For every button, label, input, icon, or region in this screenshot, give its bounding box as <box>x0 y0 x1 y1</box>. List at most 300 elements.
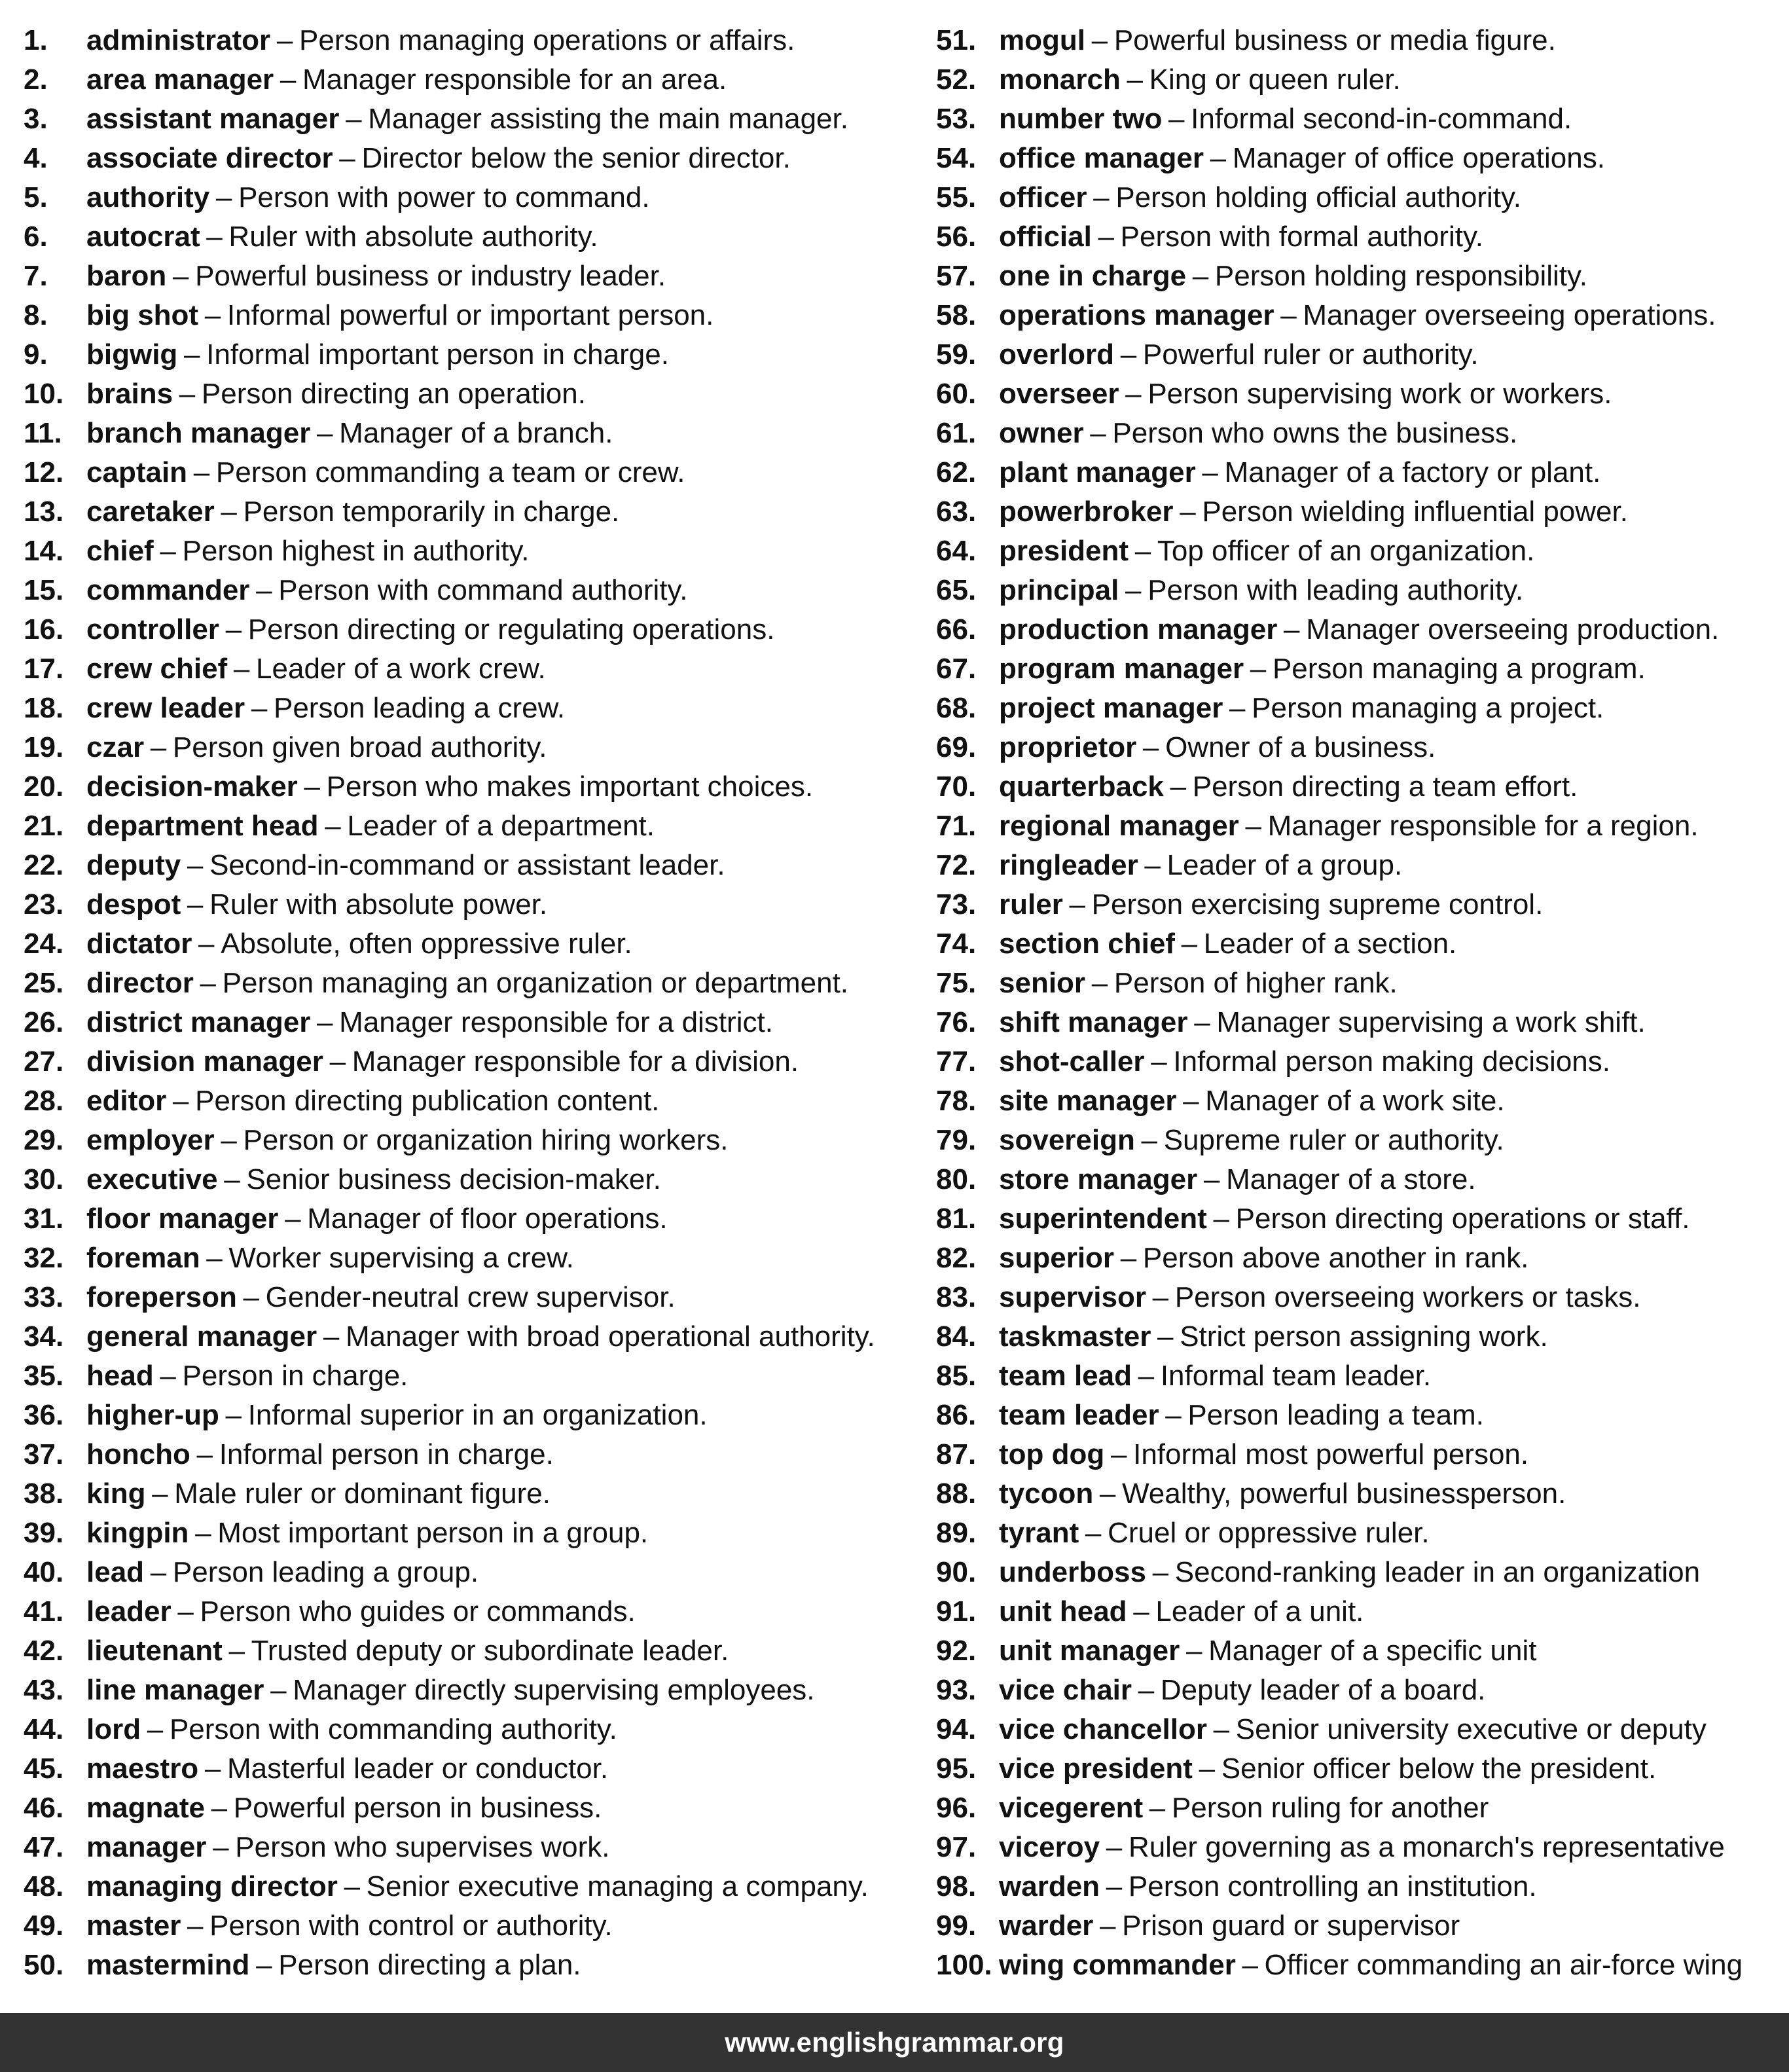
list-item <box>936 846 1780 885</box>
entry-term: executive <box>86 1163 218 1195</box>
entry-text <box>86 1946 581 1985</box>
entry-term: kingpin <box>86 1517 189 1549</box>
list-item <box>936 1828 1780 1867</box>
entry-term: mogul <box>999 24 1085 56</box>
entry-separator: – <box>206 1242 223 1274</box>
entry-text <box>86 1749 608 1789</box>
entry-separator: – <box>1127 64 1143 96</box>
entry-number: 98. <box>936 1870 977 1902</box>
entry-text <box>86 1828 610 1867</box>
entry-definition: Manager of a factory or plant. <box>1224 456 1601 488</box>
list-item <box>24 1631 914 1671</box>
entry-definition: Worker supervising a crew. <box>228 1242 574 1274</box>
entry-separator: – <box>346 103 362 135</box>
entry-text <box>86 1003 773 1042</box>
entry-definition: Person or organization hiring workers. <box>243 1124 729 1156</box>
entry-number: 55. <box>936 181 977 213</box>
entry-text <box>999 296 1716 335</box>
entry-definition: Leader of a unit. <box>1155 1595 1364 1627</box>
entry-text <box>86 1239 574 1278</box>
entry-text <box>999 453 1600 492</box>
list-item <box>24 296 914 335</box>
entry-separator: – <box>1099 1910 1116 1942</box>
entry-separator: – <box>1284 613 1300 645</box>
entry-number: 31. <box>24 1203 64 1235</box>
entry-number: 87. <box>936 1438 977 1470</box>
entry-definition: Person with command authority. <box>278 574 688 606</box>
entry-term: despot <box>86 888 181 920</box>
list-item <box>936 100 1780 139</box>
entry-number: 74. <box>936 928 977 960</box>
entry-text <box>86 1789 602 1828</box>
entry-number: 91. <box>936 1595 977 1627</box>
entry-number: 43. <box>24 1674 64 1706</box>
entry-separator: – <box>1085 1517 1102 1549</box>
list-item <box>24 1317 914 1356</box>
entry-definition: Informal person making decisions. <box>1173 1045 1610 1078</box>
entry-text <box>86 1514 648 1553</box>
entry-separator: – <box>183 338 200 371</box>
entry-separator: – <box>200 967 216 999</box>
entry-definition: Informal person in charge. <box>219 1438 554 1470</box>
entry-number: 32. <box>24 1242 64 1274</box>
entry-text <box>999 1042 1610 1081</box>
entry-term: employer <box>86 1124 215 1156</box>
entry-definition: Person managing a project. <box>1252 692 1604 724</box>
entry-text <box>999 139 1605 178</box>
entry-definition: Manager assisting the main manager. <box>368 103 848 135</box>
entry-definition: Person holding official authority. <box>1115 181 1521 213</box>
entry-separator: – <box>1180 496 1196 528</box>
entry-separator: – <box>160 535 176 567</box>
entry-separator: – <box>1185 1635 1202 1667</box>
entry-definition: Person who owns the business. <box>1112 417 1518 449</box>
entry-definition: Person with commanding authority. <box>169 1713 617 1745</box>
entry-term: monarch <box>999 64 1121 96</box>
list-item <box>936 296 1780 335</box>
entry-definition: Person above another in rank. <box>1142 1242 1529 1274</box>
entry-definition: Cruel or oppressive ruler. <box>1108 1517 1430 1549</box>
list-item <box>936 178 1780 217</box>
entry-number: 45. <box>24 1753 64 1785</box>
entry-separator: – <box>1091 967 1108 999</box>
entry-number: 65. <box>936 574 977 606</box>
entry-number: 71. <box>936 810 977 842</box>
list-item <box>24 532 914 571</box>
entry-text <box>86 807 655 846</box>
entry-separator: – <box>1099 1478 1116 1510</box>
entry-definition: Person overseeing workers or tasks. <box>1174 1281 1641 1313</box>
entry-number: 52. <box>936 64 977 96</box>
entry-text <box>86 1710 617 1749</box>
entry-separator: – <box>270 1674 287 1706</box>
entry-number: 86. <box>936 1399 977 1431</box>
entry-separator: – <box>172 1085 189 1117</box>
entry-separator: – <box>256 1949 272 1981</box>
entry-separator: – <box>224 1163 240 1195</box>
entry-separator: – <box>1125 378 1142 410</box>
entry-definition: Manager of a specific unit <box>1208 1635 1537 1667</box>
entry-term: production manager <box>999 613 1278 645</box>
entry-number: 10. <box>24 378 64 410</box>
list-item <box>24 335 914 374</box>
entry-text <box>86 257 666 296</box>
entry-term: plant manager <box>999 456 1196 488</box>
list-item <box>936 1042 1780 1081</box>
entry-number: 35. <box>24 1360 64 1392</box>
entry-text <box>86 1435 554 1474</box>
entry-definition: Person leading a group. <box>172 1556 479 1588</box>
entry-separator: – <box>221 1124 237 1156</box>
list-item <box>24 846 914 885</box>
entry-term: lieutenant <box>86 1635 223 1667</box>
entry-number: 9. <box>24 338 48 371</box>
entry-term: ringleader <box>999 849 1138 881</box>
list-item <box>936 807 1780 846</box>
entry-text <box>999 571 1523 610</box>
entry-number: 20. <box>24 771 64 803</box>
entry-definition: Director below the senior director. <box>361 142 791 174</box>
list-item <box>24 728 914 767</box>
list-item <box>24 257 914 296</box>
entry-definition: Person directing or regulating operations. <box>247 613 775 645</box>
entry-number: 36. <box>24 1399 64 1431</box>
entry-definition: Manager responsible for a division. <box>352 1045 799 1078</box>
entry-definition: Manager of a branch. <box>339 417 613 449</box>
entry-number: 17. <box>24 653 64 685</box>
entry-number: 6. <box>24 221 48 253</box>
entry-number: 56. <box>936 221 977 253</box>
entry-term: vice chair <box>999 1674 1132 1706</box>
list-item <box>936 257 1780 296</box>
entry-definition: Person with formal authority. <box>1120 221 1483 253</box>
entry-term: branch manager <box>86 417 311 449</box>
entry-number: 77. <box>936 1045 977 1078</box>
list-item <box>936 1278 1780 1317</box>
entry-separator: – <box>1093 181 1110 213</box>
list-item <box>24 1081 914 1121</box>
entry-text <box>999 924 1456 964</box>
list-item <box>936 1867 1780 1906</box>
entry-definition: Manager responsible for a region. <box>1267 810 1699 842</box>
list-item <box>24 1906 914 1946</box>
entry-text <box>86 846 725 885</box>
entry-term: tycoon <box>999 1478 1094 1510</box>
list-item <box>936 21 1780 60</box>
entry-number: 26. <box>24 1006 64 1038</box>
entry-text <box>86 1474 551 1514</box>
entry-term: warden <box>999 1870 1100 1902</box>
list-item <box>24 1671 914 1710</box>
entry-number: 2. <box>24 64 48 96</box>
list-item <box>24 1592 914 1631</box>
entry-number: 12. <box>24 456 64 488</box>
entry-number: 60. <box>936 378 977 410</box>
entry-number: 15. <box>24 574 64 606</box>
entry-definition: Person directing operations or staff. <box>1235 1203 1690 1235</box>
entry-text <box>86 178 650 217</box>
entry-separator: – <box>1098 221 1114 253</box>
entry-definition: Supreme ruler or authority. <box>1163 1124 1504 1156</box>
entry-separator: – <box>1250 653 1267 685</box>
entry-text <box>999 1317 1548 1356</box>
entry-separator: – <box>1120 338 1137 371</box>
entry-definition: Leader of a work crew. <box>256 653 546 685</box>
list-item <box>936 1592 1780 1631</box>
entry-term: area manager <box>86 64 274 96</box>
entry-term: owner <box>999 417 1084 449</box>
entry-definition: Person who supervises work. <box>235 1831 610 1863</box>
list-item <box>936 1710 1780 1749</box>
entry-separator: – <box>339 142 355 174</box>
footer-site-url[interactable]: www.englishgrammar.org <box>725 2027 1064 2058</box>
entry-text <box>999 1789 1489 1828</box>
entry-definition: Person temporarily in charge. <box>243 496 620 528</box>
entry-definition: Second-in-command or assistant leader. <box>209 849 725 881</box>
entry-number: 63. <box>936 496 977 528</box>
entry-text <box>999 885 1543 924</box>
entry-text <box>86 728 547 767</box>
entry-definition: King or queen ruler. <box>1149 64 1401 96</box>
entry-term: crew leader <box>86 692 245 724</box>
entry-text <box>86 689 565 728</box>
entry-separator: – <box>243 1281 259 1313</box>
entry-definition: Person leading a team. <box>1187 1399 1484 1431</box>
entry-definition: Trusted deputy or subordinate leader. <box>251 1635 729 1667</box>
list-item <box>24 1003 914 1042</box>
entry-text <box>999 1906 1460 1946</box>
entry-definition: Person holding responsibility. <box>1214 260 1587 292</box>
list-item <box>24 1474 914 1514</box>
list-item <box>936 453 1780 492</box>
entry-term: officer <box>999 181 1087 213</box>
entry-term: quarterback <box>999 771 1164 803</box>
entry-text <box>999 1239 1528 1278</box>
list-item <box>24 217 914 257</box>
entry-term: division manager <box>86 1045 323 1078</box>
entry-number: 53. <box>936 103 977 135</box>
entry-term: superintendent <box>999 1203 1207 1235</box>
list-item <box>936 414 1780 453</box>
list-item <box>24 21 914 60</box>
entry-separator: – <box>317 417 333 449</box>
entry-term: overlord <box>999 338 1115 371</box>
list-item <box>936 728 1780 767</box>
entry-text <box>86 1396 708 1435</box>
list-item <box>936 571 1780 610</box>
list-item <box>24 964 914 1003</box>
entry-term: brains <box>86 378 173 410</box>
entry-number: 51. <box>936 24 977 56</box>
entry-term: office manager <box>999 142 1204 174</box>
entry-text <box>999 257 1587 296</box>
entry-text <box>999 532 1534 571</box>
entry-text <box>86 492 619 532</box>
list-item <box>936 1081 1780 1121</box>
entry-term: viceroy <box>999 1831 1100 1863</box>
entry-definition: Person ruling for another <box>1171 1792 1489 1824</box>
entry-number: 89. <box>936 1517 977 1549</box>
entry-term: taskmaster <box>999 1320 1151 1353</box>
entry-separator: – <box>1138 1360 1155 1392</box>
entry-text <box>999 1121 1504 1160</box>
entry-term: official <box>999 221 1092 253</box>
entry-number: 13. <box>24 496 64 528</box>
entry-separator: – <box>1203 1163 1220 1195</box>
entry-separator: – <box>1157 1320 1174 1353</box>
list-item <box>24 1278 914 1317</box>
entry-term: proprietor <box>999 731 1137 763</box>
entry-separator: – <box>204 1753 221 1785</box>
entry-number: 25. <box>24 967 64 999</box>
entry-term: decision-maker <box>86 771 298 803</box>
entry-number: 29. <box>24 1124 64 1156</box>
entry-number: 93. <box>936 1674 977 1706</box>
entry-definition: Person who guides or commands. <box>200 1595 636 1627</box>
entry-separator: – <box>1133 1595 1149 1627</box>
entry-term: superior <box>999 1242 1115 1274</box>
entry-term: dictator <box>86 928 192 960</box>
list-item <box>936 1356 1780 1396</box>
list-item <box>24 610 914 649</box>
entry-text <box>86 139 791 178</box>
entry-number: 66. <box>936 613 977 645</box>
entry-definition: Person in charge. <box>182 1360 408 1392</box>
entry-term: site manager <box>999 1085 1177 1117</box>
entry-number: 7. <box>24 260 48 292</box>
list-item <box>936 374 1780 414</box>
right-column-list <box>936 21 1780 1985</box>
entry-term: vice president <box>999 1753 1193 1785</box>
entry-separator: – <box>177 1595 194 1627</box>
entry-number: 96. <box>936 1792 977 1824</box>
list-item <box>936 1749 1780 1789</box>
entry-definition: Manager responsible for a district. <box>339 1006 773 1038</box>
list-item <box>936 767 1780 807</box>
entry-definition: Person directing publication content. <box>195 1085 660 1117</box>
entry-term: higher-up <box>86 1399 219 1431</box>
entry-text <box>999 610 1719 649</box>
entry-term: authority <box>86 181 210 213</box>
entry-text <box>86 1160 661 1199</box>
entry-number: 40. <box>24 1556 64 1588</box>
entry-separator: – <box>1183 1085 1199 1117</box>
entry-separator: – <box>213 1831 229 1863</box>
entry-text <box>999 689 1604 728</box>
entry-text <box>999 1081 1505 1121</box>
entry-separator: – <box>147 1713 164 1745</box>
entry-term: floor manager <box>86 1203 279 1235</box>
entry-definition: Gender-neutral crew supervisor. <box>265 1281 676 1313</box>
entry-separator: – <box>1168 103 1185 135</box>
entry-separator: – <box>150 1556 167 1588</box>
entry-text <box>999 649 1646 689</box>
entry-number: 64. <box>936 535 977 567</box>
entry-definition: Manager supervising a work shift. <box>1216 1006 1646 1038</box>
list-item <box>936 610 1780 649</box>
entry-separator: – <box>150 731 167 763</box>
entry-term: autocrat <box>86 221 200 253</box>
entry-separator: – <box>317 1006 333 1038</box>
entry-number: 39. <box>24 1517 64 1549</box>
entry-definition: Manager with broad operational authority. <box>345 1320 875 1353</box>
entry-definition: Senior university executive or deputy <box>1235 1713 1707 1745</box>
entry-definition: Powerful business or industry leader. <box>195 260 666 292</box>
entry-definition: Manager directly supervising employees. <box>293 1674 815 1706</box>
entry-term: honcho <box>86 1438 190 1470</box>
entry-term: overseer <box>999 378 1119 410</box>
entry-text <box>999 964 1398 1003</box>
entry-separator: – <box>187 1910 204 1942</box>
entry-text <box>86 100 848 139</box>
entry-number: 47. <box>24 1831 64 1863</box>
list-item <box>936 335 1780 374</box>
entry-separator: – <box>280 64 297 96</box>
entry-separator: – <box>179 378 196 410</box>
entry-text <box>86 964 848 1003</box>
list-item <box>24 1946 914 1985</box>
entry-definition: Person controlling an institution. <box>1128 1870 1537 1902</box>
entry-text <box>999 1946 1743 1985</box>
entry-definition: Leader of a group. <box>1166 849 1403 881</box>
entry-term: team leader <box>999 1399 1159 1431</box>
entry-text <box>999 414 1517 453</box>
entry-term: vicegerent <box>999 1792 1144 1824</box>
list-item <box>24 492 914 532</box>
entry-definition: Most important person in a group. <box>217 1517 649 1549</box>
entry-definition: Person directing an operation. <box>201 378 586 410</box>
entry-definition: Wealthy, powerful businessperson. <box>1122 1478 1566 1510</box>
list-item <box>936 1631 1780 1671</box>
entry-number: 61. <box>936 417 977 449</box>
entry-number: 94. <box>936 1713 977 1745</box>
list-item <box>24 1789 914 1828</box>
entry-text <box>86 296 714 335</box>
entry-separator: – <box>1120 1242 1137 1274</box>
entry-number: 57. <box>936 260 977 292</box>
left-column-list <box>24 21 914 1985</box>
list-item <box>936 1160 1780 1199</box>
entry-term: section chief <box>999 928 1175 960</box>
list-item <box>936 885 1780 924</box>
entry-text <box>999 21 1556 60</box>
entry-number: 3. <box>24 103 48 135</box>
entry-number: 62. <box>936 456 977 488</box>
entry-separator: – <box>1170 771 1187 803</box>
entry-term: ruler <box>999 888 1063 920</box>
entry-definition: Second-ranking leader in an organization <box>1174 1556 1701 1588</box>
entry-term: commander <box>86 574 250 606</box>
entry-number: 88. <box>936 1478 977 1510</box>
entry-separator: – <box>1106 1831 1123 1863</box>
entry-number: 21. <box>24 810 64 842</box>
entry-term: maestro <box>86 1753 199 1785</box>
entry-text <box>86 885 547 924</box>
footer-bar <box>0 2013 1789 2072</box>
list-item <box>24 1435 914 1474</box>
entry-definition: Informal second-in-command. <box>1191 103 1572 135</box>
entry-number: 90. <box>936 1556 977 1588</box>
entry-number: 67. <box>936 653 977 685</box>
list-item <box>24 571 914 610</box>
entry-term: one in charge <box>999 260 1187 292</box>
entry-separator: – <box>228 1635 245 1667</box>
entry-term: tyrant <box>999 1517 1079 1549</box>
entry-definition: Person managing operations or affairs. <box>299 24 795 56</box>
entry-number: 100. <box>936 1949 992 1981</box>
entry-term: baron <box>86 260 167 292</box>
list-item <box>936 1239 1780 1278</box>
